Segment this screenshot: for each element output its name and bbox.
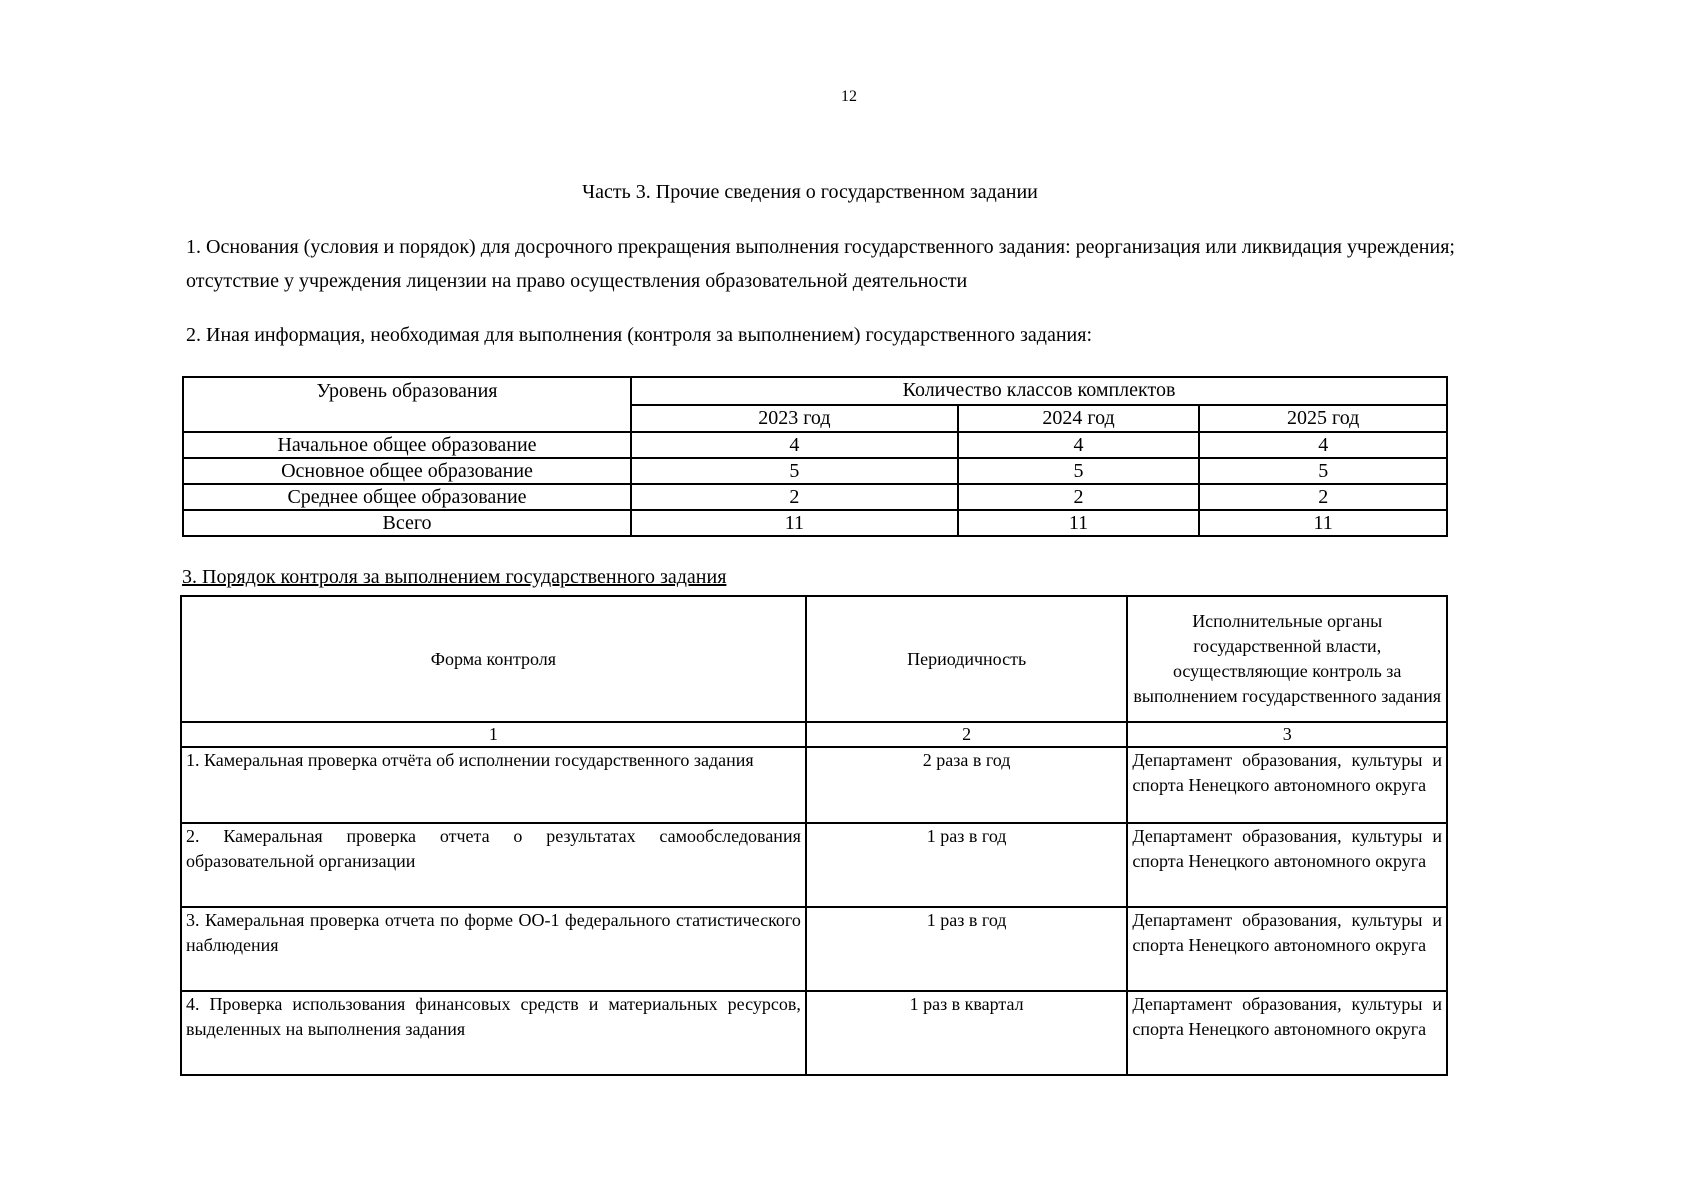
table-row bbox=[181, 747, 1447, 823]
table-row bbox=[181, 991, 1447, 1075]
value-cell: 11 bbox=[958, 510, 1200, 536]
value-cell: 5 bbox=[631, 458, 958, 484]
level-cell: Начальное общее образование bbox=[183, 432, 631, 458]
year-header: 2023 год bbox=[631, 405, 958, 433]
year-header: 2025 год bbox=[1199, 405, 1447, 433]
value-cell: 11 bbox=[631, 510, 958, 536]
form-cell: 2. Камеральная проверка отчета о результатах самообследования образовательной организации bbox=[181, 823, 806, 907]
table-row bbox=[181, 907, 1447, 991]
value-cell: 4 bbox=[958, 432, 1200, 458]
level-cell: Среднее общее образование bbox=[183, 484, 631, 510]
form-header: Форма контроля bbox=[181, 596, 806, 722]
level-cell: Основное общее образование bbox=[183, 458, 631, 484]
value-cell: 4 bbox=[1199, 432, 1447, 458]
part-title: Часть 3. Прочие сведения о государственном задании bbox=[582, 181, 1038, 203]
period-header: Периодичность bbox=[806, 596, 1128, 722]
total-row bbox=[183, 510, 1447, 536]
column-number: 2 bbox=[806, 722, 1128, 747]
table-row bbox=[183, 458, 1447, 484]
value-cell: 2 bbox=[631, 484, 958, 510]
table-row bbox=[183, 432, 1447, 458]
table-row bbox=[181, 823, 1447, 907]
value-cell: 5 bbox=[1199, 458, 1447, 484]
period-cell: 1 раз в год bbox=[806, 907, 1128, 991]
value-cell: 4 bbox=[631, 432, 958, 458]
authority-header: Исполнительные органы государственной власти, осуществляющие контроль за выполнением государственного задания bbox=[1127, 596, 1447, 722]
control-table bbox=[180, 595, 1448, 1076]
form-cell: 4. Проверка использования финансовых средств и материальных ресурсов, выделенных на выполнения задания bbox=[181, 991, 806, 1075]
form-cell: 3. Камеральная проверка отчета по форме ОО-1 федерального статистического наблюдения bbox=[181, 907, 806, 991]
column-number: 3 bbox=[1127, 722, 1447, 747]
value-cell: 2 bbox=[1199, 484, 1447, 510]
value-cell: 11 bbox=[1199, 510, 1447, 536]
authority-cell: Департамент образования, культуры и спорта Ненецкого автономного округа bbox=[1127, 907, 1447, 991]
period-cell: 1 раз в год bbox=[806, 823, 1128, 907]
level-cell: Всего bbox=[183, 510, 631, 536]
other-info-paragraph: 2. Иная информация, необходимая для выполнения (контроля за выполнением) государственного задания: bbox=[186, 324, 1093, 346]
table-row bbox=[183, 484, 1447, 510]
period-cell: 1 раз в квартал bbox=[806, 991, 1128, 1075]
grounds-paragraph: 1. Основания (условия и порядок) для досрочного прекращения выполнения государственного задания: реорганизация или ликвидация учреждения; отсутствие у учреждения лицензии на право осуществления образовательной деятельности bbox=[186, 236, 1455, 292]
authority-cell: Департамент образования, культуры и спорта Ненецкого автономного округа bbox=[1127, 991, 1447, 1075]
value-cell: 2 bbox=[958, 484, 1200, 510]
classes-count-header: Количество классов комплектов bbox=[631, 377, 1447, 405]
column-number: 1 bbox=[181, 722, 806, 747]
value-cell: 5 bbox=[958, 458, 1200, 484]
level-header: Уровень образования bbox=[183, 377, 631, 432]
page-number: 12 bbox=[841, 88, 857, 105]
authority-cell: Департамент образования, культуры и спорта Ненецкого автономного округа bbox=[1127, 747, 1447, 823]
year-header: 2024 год bbox=[958, 405, 1200, 433]
authority-cell: Департамент образования, культуры и спорта Ненецкого автономного округа bbox=[1127, 823, 1447, 907]
control-procedure-heading: 3. Порядок контроля за выполнением государственного задания bbox=[182, 566, 727, 588]
period-cell: 2 раза в год bbox=[806, 747, 1128, 823]
classes-table bbox=[182, 376, 1448, 537]
form-cell: 1. Камеральная проверка отчёта об исполнении государственного задания bbox=[181, 747, 806, 823]
